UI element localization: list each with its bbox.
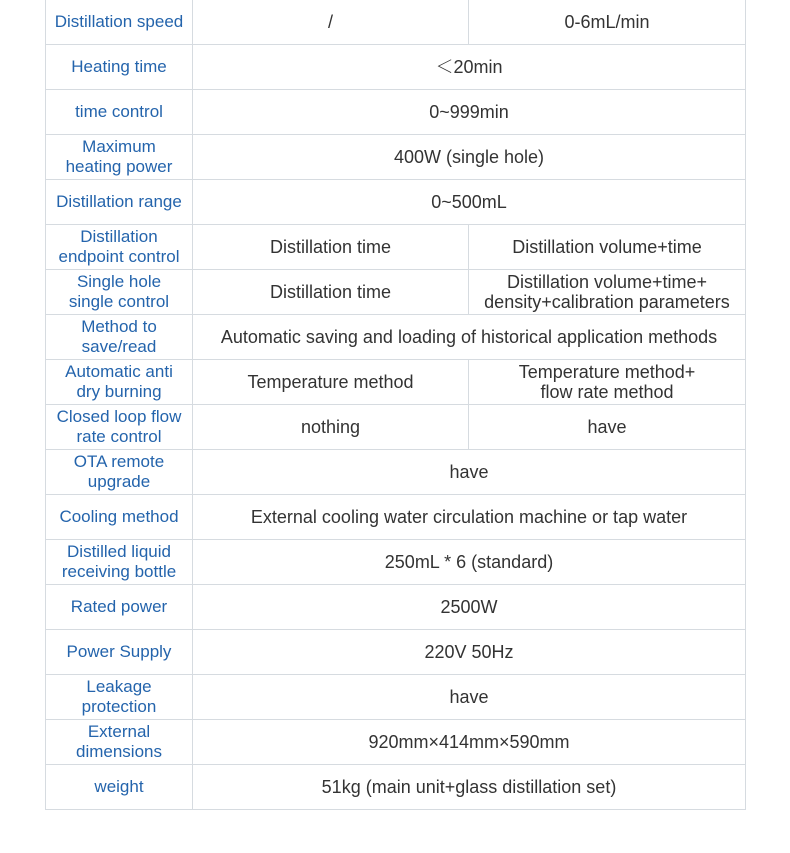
spec-value: External cooling water circulation machine or tap water: [193, 495, 746, 540]
spec-row-ota-upgrade: [46, 450, 746, 495]
spec-value: Distillation time: [193, 270, 469, 315]
spec-label: Leakage protection: [46, 675, 193, 720]
spec-label: Heating time: [46, 45, 193, 90]
spec-value: 920mm×414mm×590mm: [193, 720, 746, 765]
spec-row-max-heating-power: [46, 135, 746, 180]
spec-value: Distillation volume+time+ density+calibration parameters: [469, 270, 746, 315]
spec-value: 0-6mL/min: [469, 0, 746, 45]
spec-row-single-control: [46, 270, 746, 315]
spec-row-external-dimensions: [46, 720, 746, 765]
spec-row-receiving-bottle: [46, 540, 746, 585]
spec-label: Closed loop flow rate control: [46, 405, 193, 450]
spec-value: Temperature method+ flow rate method: [469, 360, 746, 405]
spec-label: Method to save/read: [46, 315, 193, 360]
spec-row-time-control: [46, 90, 746, 135]
spec-value: 2500W: [193, 585, 746, 630]
spec-table: [45, 0, 746, 810]
spec-label: Power Supply: [46, 630, 193, 675]
spec-value: /: [193, 0, 469, 45]
spec-value: Automatic saving and loading of historical application methods: [193, 315, 746, 360]
spec-value: have: [193, 675, 746, 720]
spec-row-distillation-range: [46, 180, 746, 225]
spec-row-endpoint-control: [46, 225, 746, 270]
spec-label: External dimensions: [46, 720, 193, 765]
spec-label: Distillation range: [46, 180, 193, 225]
spec-label: Rated power: [46, 585, 193, 630]
spec-label: weight: [46, 765, 193, 810]
spec-value: have: [469, 405, 746, 450]
spec-value: 250mL * 6 (standard): [193, 540, 746, 585]
spec-value: Distillation volume+time: [469, 225, 746, 270]
spec-label: Single hole single control: [46, 270, 193, 315]
spec-row-rated-power: [46, 585, 746, 630]
spec-row-leakage-protection: [46, 675, 746, 720]
spec-value: nothing: [193, 405, 469, 450]
spec-label: Distillation endpoint control: [46, 225, 193, 270]
spec-value: 220V 50Hz: [193, 630, 746, 675]
spec-row-method-save-read: [46, 315, 746, 360]
spec-row-distillation-speed: [46, 0, 746, 45]
spec-value: ＜20min: [193, 45, 746, 90]
spec-value: have: [193, 450, 746, 495]
spec-row-power-supply: [46, 630, 746, 675]
spec-label: Distillation speed: [46, 0, 193, 45]
spec-value: 0~999min: [193, 90, 746, 135]
spec-value: Distillation time: [193, 225, 469, 270]
spec-row-closed-loop-flow: [46, 405, 746, 450]
spec-label: Cooling method: [46, 495, 193, 540]
spec-value: Temperature method: [193, 360, 469, 405]
spec-value: 400W (single hole): [193, 135, 746, 180]
spec-label: Automatic anti dry burning: [46, 360, 193, 405]
spec-value: 51kg (main unit+glass distillation set): [193, 765, 746, 810]
spec-label: Maximum heating power: [46, 135, 193, 180]
spec-row-cooling-method: [46, 495, 746, 540]
spec-row-anti-dry-burning: [46, 360, 746, 405]
spec-row-weight: [46, 765, 746, 810]
spec-label: time control: [46, 90, 193, 135]
spec-label: OTA remote upgrade: [46, 450, 193, 495]
spec-label: Distilled liquid receiving bottle: [46, 540, 193, 585]
spec-value: 0~500mL: [193, 180, 746, 225]
spec-row-heating-time: [46, 45, 746, 90]
